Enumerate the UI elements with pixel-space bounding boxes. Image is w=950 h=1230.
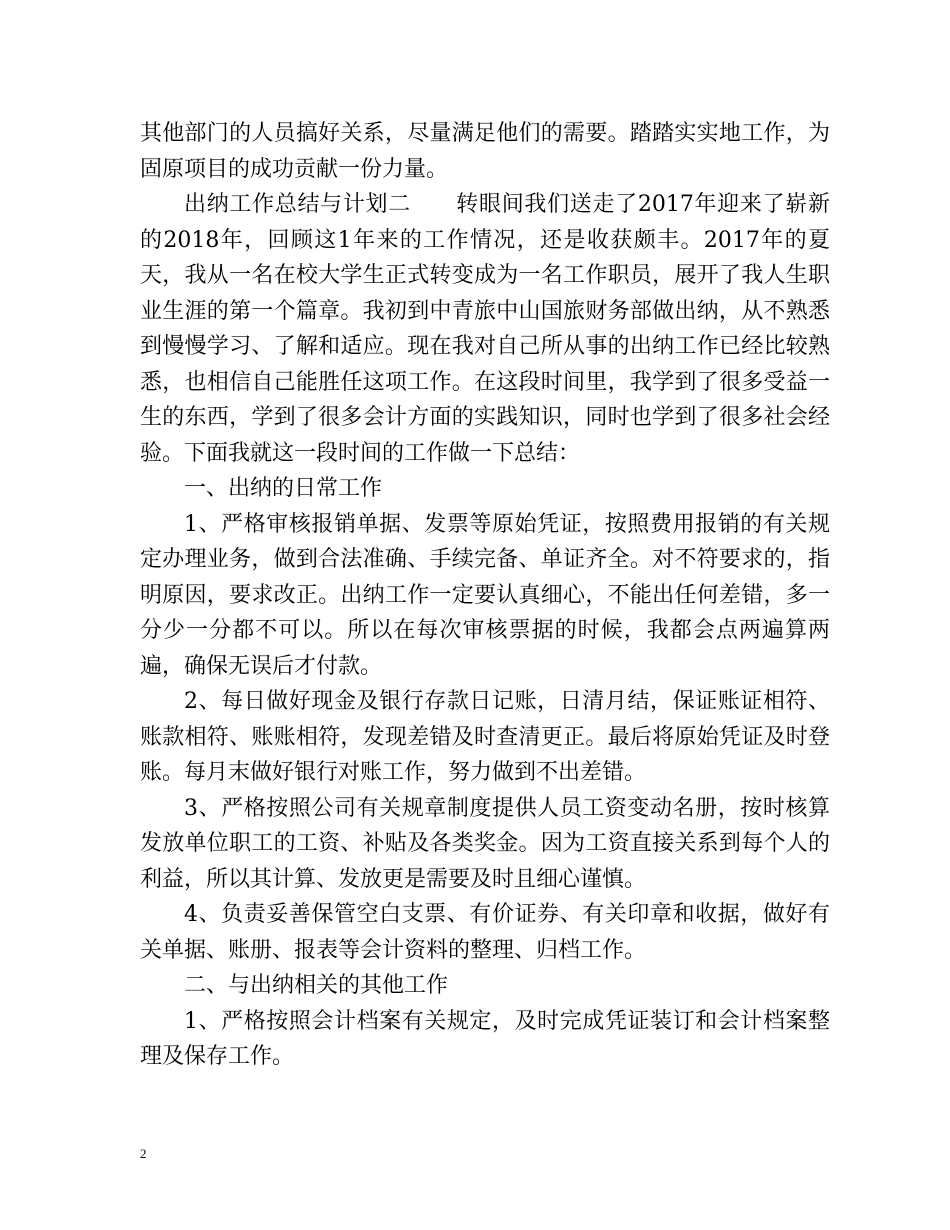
section-heading-daily-work: 一、出纳的日常工作 [184, 476, 383, 501]
paragraph-item-4: 4、负责妥善保管空白支票、有价证券、有关印章和收据，做好有关单据、账册、报表等会计资料的整理、归档工作。 [140, 902, 830, 963]
paragraph-continuation: 其他部门的人员搞好关系，尽量满足他们的需要。踏踏实实地工作，为固原项目的成功贡献一份力量。 [140, 121, 830, 182]
paragraph-item-1: 1、严格审核报销单据、发票等原始凭证，按照费用报销的有关规定办理业务，做到合法准确、手续完备、单证齐全。对不符要求的，指明原因，要求改正。出纳工作一定要认真细心，不能出任何差错，多一分少一分都不可以。所以在每次审核票据的时候，我都会点两遍算两遍，确保无误后才付款。 [140, 511, 830, 679]
section-heading-other-work: 二、与出纳相关的其他工作 [184, 973, 449, 998]
paragraph-item-2: 2、每日做好现金及银行存款日记账，日清月结，保证账证相符、账款相符、账账相符，发现差错及时查清更正。最后将原始凭证及时登账。每月末做好银行对账工作，努力做到不出差错。 [140, 689, 830, 785]
page-number: 2 [140, 1146, 147, 1161]
paragraph-item-3: 3、严格按照公司有关规章制度提供人员工资变动名册，按时核算发放单位职工的工资、补贴及各类奖金。因为工资直接关系到每个人的利益，所以其计算、发放更是需要及时且细心谨慎。 [140, 795, 830, 892]
paragraph-other-item-1: 1、严格按照会计档案有关规定，及时完成凭证装订和会计档案整理及保存工作。 [140, 1008, 830, 1069]
paragraph-report-intro: 出纳工作总结与计划二 转眼间我们送走了2017年迎来了崭新的2018年，回顾这1年来的工作情况，还是收获颇丰。2017年的夏天，我从一名在校大学生正式转变成为一名工作职员，展开了我人生职业生涯的第一个篇章。我初到中青旅中山国旅财务部做出纳，从不熟悉到慢慢学习、了解和适应。现在我对自己所从事的出纳工作已经比较熟悉，也相信自己能胜任这项工作。在这段时间里，我学到了很多受益一生的东西，学到了很多会计方面的实践知识，同时也学到了很多社会经验。下面我就这一段时间的工作做一下总结： [140, 192, 830, 466]
document-body [140, 116, 830, 1075]
